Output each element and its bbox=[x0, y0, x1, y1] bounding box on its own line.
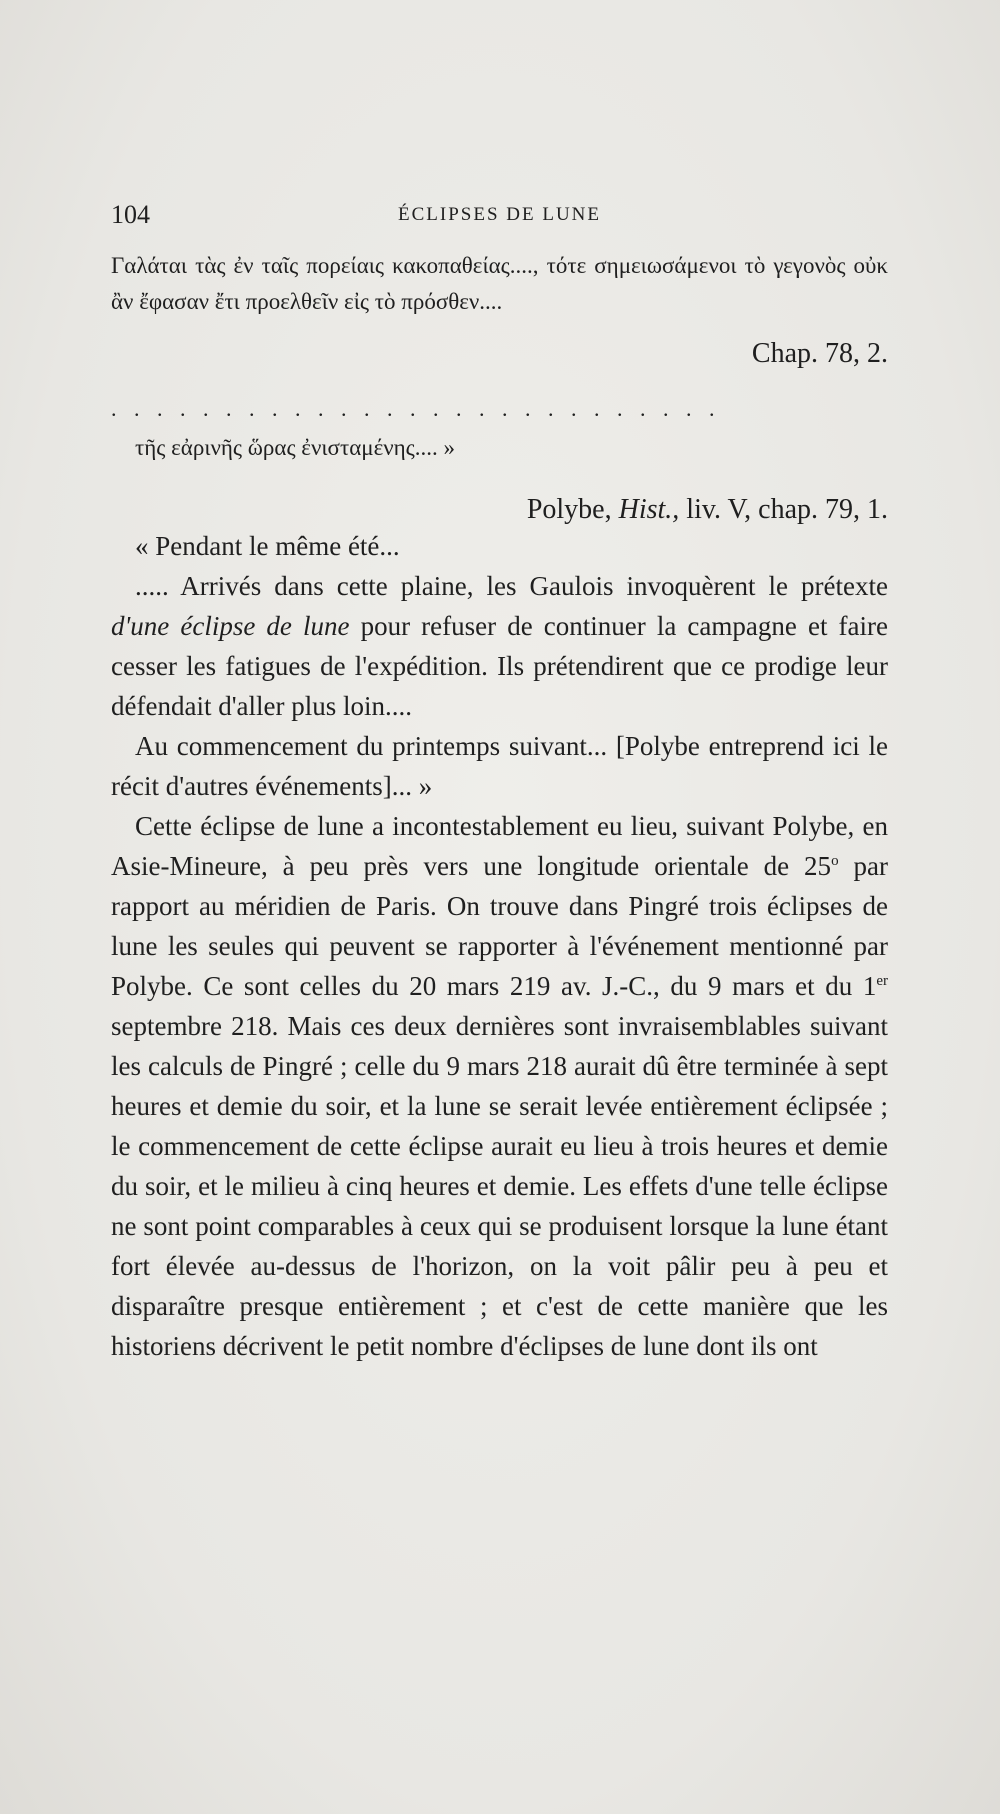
page-header bbox=[111, 200, 888, 240]
main-text: septembre 218. Mais ces deux dernières sont invraisemblables suivant les calculs de Pingré ; celle du 9 mars 218 aurait dû être terminée à sept heures et demie du soir, et la lune se serait levée entièrement éclipsée ; le commencement de cette éclipse aurait eu lieu à trois heures et demie du soir, et le milieu à cinq heures et demie. Les effets d'une telle éclipse ne sont point comparables à ceux qui se produisent lorsque la lune étant fort élevée au-dessus de l'horizon, on la voit pâlir peu à peu et disparaître presque entièrement ; et c'est de cette manière que les historiens décrivent le petit nombre d'éclipses de lune dont ils ont bbox=[111, 1011, 888, 1361]
main-text: par rapport au méridien de Paris. On trouve dans Pingré trois éclipses de lune les seules qui peuvent se rapporter à l'événement mentionné par Polybe. Ce sont celles du 20 mars 219 av. J.-C., du 9 mars et du 1 bbox=[111, 851, 888, 1001]
quote-text: ..... Arrivés dans cette plaine, les Gaulois invoquèrent le prétexte bbox=[135, 571, 888, 601]
quote-paragraph-1: « Pendant le même été... bbox=[135, 531, 400, 561]
citation-location: liv. V, chap. 79, 1. bbox=[679, 494, 888, 525]
degree-superscript: o bbox=[831, 853, 839, 869]
quote-emphasis: d'une éclipse de lune bbox=[111, 611, 350, 641]
quote-text: pour refuser de continuer la campagne et faire cesser les fatigues de l'expédition. Ils prétendirent que ce prodige leur défendait d'aller plus loin.... bbox=[111, 611, 888, 721]
running-title: ÉCLIPSES DE LUNE bbox=[398, 204, 601, 225]
page-number: 104 bbox=[111, 200, 150, 229]
citation-polybe bbox=[111, 494, 888, 526]
main-paragraph bbox=[111, 806, 888, 1366]
citation-chap-78: Chap. 78, 2. bbox=[751, 338, 888, 369]
quote-paragraph-2 bbox=[111, 566, 888, 726]
citation-work: Hist., bbox=[618, 494, 680, 525]
quote-paragraph-3: Au commencement du printemps suivant... [Polybe entreprend ici le récit d'autres événements]... » bbox=[111, 731, 888, 801]
greek-quotation-1: Γαλάται τὰς ἐν ταῖς πορείαις κακοπαθείας...., τότε σημειωσάμενοι τὸ γεγονὸς οὐκ ἂν ἔφασαν ἔτι προελθεῖν εἰς τὸ πρόσθεν.... bbox=[111, 253, 888, 314]
citation-author: Polybe, bbox=[526, 494, 619, 525]
ordinal-superscript: er bbox=[876, 973, 888, 989]
ellipsis-dots: . . . . . . . . . . . . . . . . . . . . . . . . . . . bbox=[111, 396, 721, 421]
main-text: Cette éclipse de lune a incontestablement eu lieu, suivant Polybe, en Asie-Mineure, à peu près vers une longitude orientale de 25 bbox=[111, 811, 888, 881]
greek-quotation-2: τῆς εἀρινῆς ὥρας ἐνισταμένης.... » bbox=[135, 435, 456, 460]
page-body bbox=[111, 248, 888, 1366]
